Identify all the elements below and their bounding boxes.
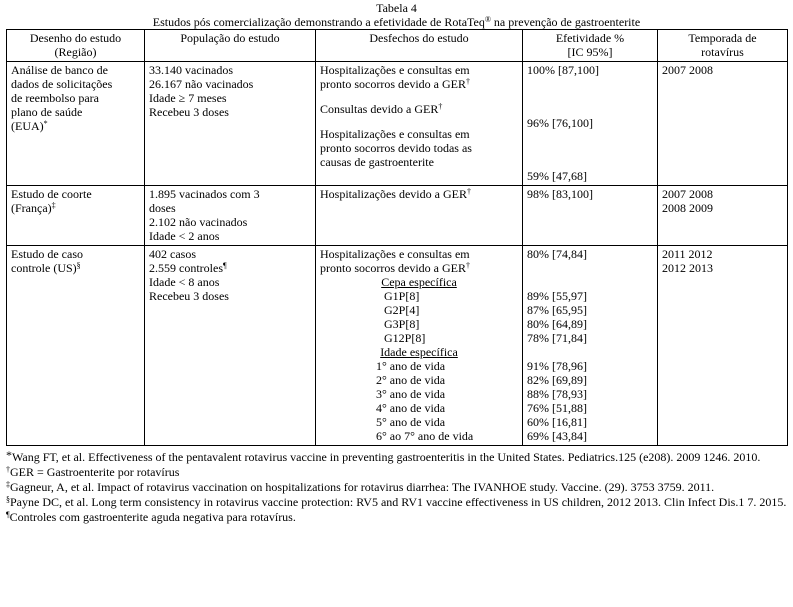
cell-text: controle (US) — [11, 261, 77, 275]
cell-text: Idade < 2 anos — [149, 229, 220, 243]
spacer — [527, 130, 653, 169]
strain-heading — [320, 275, 518, 289]
footnote-mark: § — [76, 261, 81, 270]
document — [6, 1, 787, 525]
table-title: Tabela 4 — [376, 1, 417, 15]
cell-text: 1.895 vacinados com 3 — [149, 187, 260, 201]
footnote-mark: † — [466, 187, 471, 196]
header-text: Desfechos do estudo — [369, 31, 469, 45]
cell-text: Hospitalizações e consultas em — [320, 63, 470, 77]
header-text: [IC 95%] — [567, 45, 613, 59]
cell-text: Estudo de caso — [11, 247, 83, 261]
cell-text: Análise de banco de — [11, 63, 108, 77]
row1-effectiveness — [523, 62, 658, 186]
row2-population — [145, 186, 316, 246]
header-effectiveness — [523, 30, 658, 62]
cell-value: 60% [16,81] — [527, 415, 587, 429]
age-label: 4° ano de vida — [376, 401, 446, 415]
age-label: 6° ao 7° ano de vida — [376, 429, 474, 443]
cell-text: Recebeu 3 doses — [149, 289, 229, 303]
cell-value: 2008 2009 — [662, 201, 713, 215]
row3-design — [7, 246, 145, 446]
header-text: Desenho do estudo — [29, 31, 122, 45]
footnote-mark: ¶ — [223, 261, 227, 270]
table-caption — [6, 1, 787, 29]
footnote-5 — [6, 510, 787, 525]
cell-value: 2007 2008 — [662, 187, 713, 201]
cell-value: 96% [76,100] — [527, 116, 593, 130]
cell-value: 91% [78,96] — [527, 359, 587, 373]
cell-value: 82% [69,89] — [527, 373, 587, 387]
cell-value: 89% [55,97] — [527, 289, 587, 303]
cell-value: 80% [74,84] — [527, 247, 587, 261]
row3-season — [658, 246, 788, 446]
cell-text: pronto socorros devido a GER — [320, 77, 466, 91]
header-population — [145, 30, 316, 62]
footnote-mark: * — [43, 119, 48, 128]
age-label: 3° ano de vida — [376, 387, 446, 401]
cell-value: 2011 2012 — [662, 247, 713, 261]
footnote-2 — [6, 465, 787, 480]
cell-text: 402 casos — [149, 247, 196, 261]
cell-text — [320, 77, 518, 91]
header-season — [658, 30, 788, 62]
cell-text — [11, 261, 140, 275]
header-text: (Região) — [54, 45, 97, 59]
cell-text: Idade < 8 anos — [149, 275, 220, 289]
cell-value: 80% [64,89] — [527, 317, 587, 331]
effectiveness-table — [6, 29, 788, 446]
footnote-mark: † — [465, 77, 470, 86]
footnote-text: Controles com gastroenterite aguda negativa para rotavírus. — [9, 510, 296, 524]
cell-text: dados de solicitações — [11, 77, 113, 91]
footnote-mark: ‡ — [6, 480, 10, 489]
cell-text: de reembolso para — [11, 91, 99, 105]
footnote-text: Payne DC, et al. Long term consistency in rotavirus vaccine protection: RV5 and RV1 vaccine effectiveness in US children, 2012 2013. Clin Infect Dis.1 7. 2015. — [10, 495, 787, 509]
cell-text: Cepa específica — [381, 275, 457, 289]
footnote-4 — [6, 495, 787, 510]
cell-value: 78% [71,84] — [527, 331, 587, 345]
age-label: 2° ano de vida — [376, 373, 446, 387]
footnote-mark: * — [6, 448, 12, 462]
cell-text — [11, 119, 140, 133]
cell-text: pronto socorros devido todas as — [320, 141, 472, 155]
cell-text: 26.167 não vacinados — [149, 77, 254, 91]
cell-text: 33.140 vacinados — [149, 63, 233, 77]
table-row — [7, 246, 788, 446]
footnotes — [6, 448, 787, 525]
footnote-1 — [6, 448, 787, 465]
age-heading — [320, 345, 518, 359]
row3-population — [145, 246, 316, 446]
cell-text — [11, 201, 140, 215]
cell-text — [149, 261, 311, 275]
cell-value: 87% [65,95] — [527, 303, 587, 317]
cell-value: 2007 2008 — [662, 63, 713, 77]
footnote-mark: ‡ — [51, 201, 56, 210]
row2-season — [658, 186, 788, 246]
header-text: População do estudo — [180, 31, 280, 45]
footnote-mark: § — [6, 495, 10, 504]
footnote-mark: † — [438, 102, 443, 111]
footnote-3 — [6, 480, 787, 495]
cell-text: Idade ≥ 7 meses — [149, 91, 227, 105]
age-label: 1° ano de vida — [376, 359, 446, 373]
registered-mark: ® — [484, 15, 491, 24]
cell-text: Hospitalizações devido a GER — [320, 187, 467, 201]
cell-text — [320, 187, 518, 201]
cell-text: pronto socorros devido a GER — [320, 261, 466, 275]
subtitle-text: Estudos pós comercialização demonstrando a efetividade de RotaTeq — [152, 15, 485, 29]
subtitle-text-end: na prevenção de gastroenterite — [490, 15, 641, 29]
row1-design — [7, 62, 145, 186]
cell-text: 2.102 não vacinados — [149, 215, 248, 229]
strain-label: G3P[8] — [384, 317, 420, 331]
footnote-mark: † — [465, 261, 470, 270]
cell-text: Idade específica — [380, 345, 458, 359]
cell-text: (França) — [11, 201, 52, 215]
cell-text: causas de gastroenterite — [320, 155, 434, 169]
table-row — [7, 186, 788, 246]
strain-label: G12P[8] — [384, 331, 426, 345]
strain-label: G1P[8] — [384, 289, 420, 303]
footnote-text: GER = Gastroenterite por rotavírus — [10, 465, 180, 479]
spacer — [527, 345, 653, 359]
cell-text — [320, 102, 518, 116]
spacer — [320, 116, 518, 127]
cell-text: plano de saúde — [11, 105, 83, 119]
row1-population — [145, 62, 316, 186]
cell-value: 69% [43,84] — [527, 429, 587, 443]
spacer — [527, 77, 653, 116]
row3-effectiveness — [523, 246, 658, 446]
cell-text: Consultas devido a GER — [320, 102, 439, 116]
row1-outcomes — [316, 62, 523, 186]
table-subtitle — [6, 15, 787, 29]
cell-text: Estudo de coorte — [11, 187, 92, 201]
cell-text: (EUA) — [11, 119, 44, 133]
spacer — [527, 261, 653, 289]
age-label: 5° ano de vida — [376, 415, 446, 429]
footnote-text: Gagneur, A, et al. Impact of rotavirus vaccination on hospitalizations for rotavirus diarrhea: The IVANHOE study. Vaccine. (29). 3753 3759. 2011. — [10, 480, 715, 494]
header-row — [7, 30, 788, 62]
spacer — [320, 91, 518, 102]
cell-value: 98% [83,100] — [527, 187, 593, 201]
cell-value: 88% [78,93] — [527, 387, 587, 401]
cell-text: Hospitalizações e consultas em — [320, 127, 470, 141]
cell-text: doses — [149, 201, 176, 215]
cell-text: Recebeu 3 doses — [149, 105, 229, 119]
cell-text: Hospitalizações e consultas em — [320, 247, 470, 261]
cell-value: 59% [47,68] — [527, 169, 587, 183]
footnote-text: Wang FT, et al. Effectiveness of the pentavalent rotavirus vaccine in preventing gastroenteritis in the United States. Pediatrics.125 (e208). 2009 1246. 2010. — [12, 450, 761, 464]
header-text: Efetividade % — [555, 31, 625, 45]
header-design — [7, 30, 145, 62]
cell-value: 2012 2013 — [662, 261, 713, 275]
strain-label: G2P[4] — [384, 303, 420, 317]
row3-outcomes — [316, 246, 523, 446]
row2-design — [7, 186, 145, 246]
cell-value: 100% [87,100] — [527, 63, 599, 77]
cell-text: 2.559 controles — [149, 261, 223, 275]
footnote-mark: † — [6, 465, 10, 474]
footnote-mark: ¶ — [6, 510, 10, 519]
row1-season — [658, 62, 788, 186]
row2-effectiveness — [523, 186, 658, 246]
table-row — [7, 62, 788, 186]
header-text: rotavírus — [701, 45, 744, 59]
row2-outcomes — [316, 186, 523, 246]
header-outcomes — [316, 30, 523, 62]
header-text: Temporada de — [688, 31, 757, 45]
cell-value: 76% [51,88] — [527, 401, 587, 415]
cell-text — [320, 261, 518, 275]
